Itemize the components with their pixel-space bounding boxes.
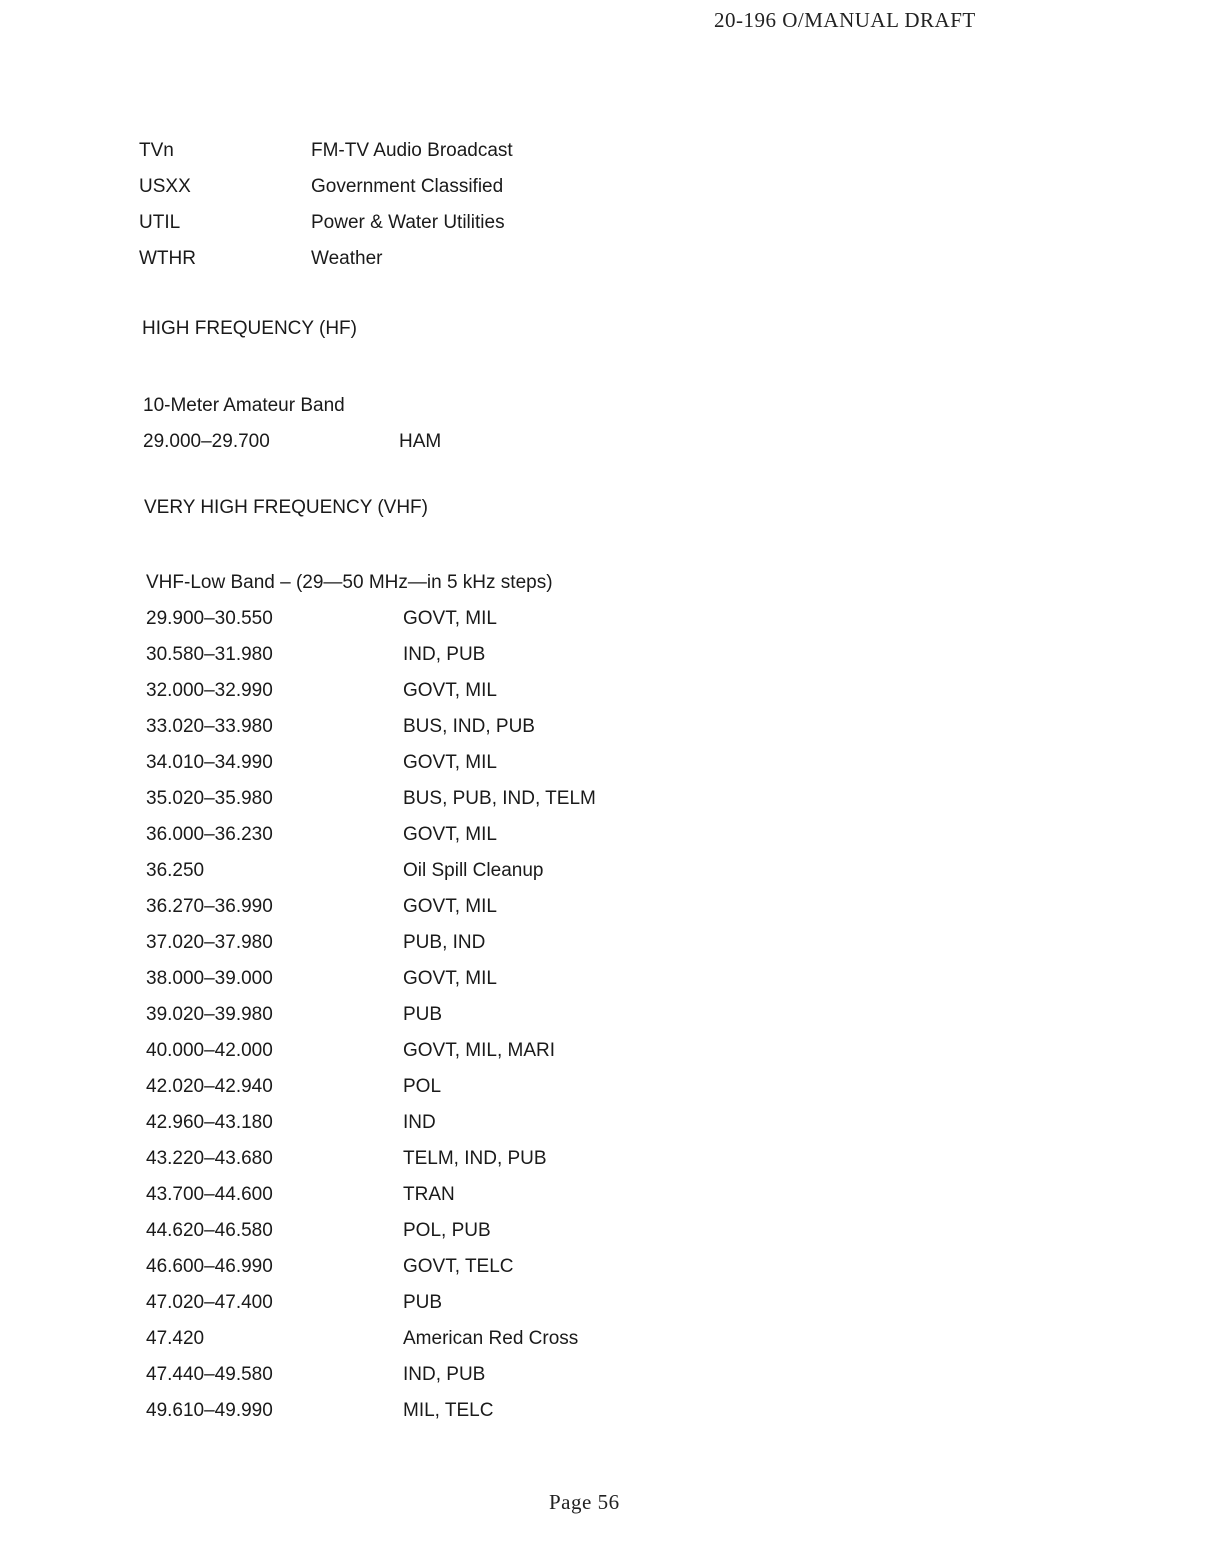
frequency-row (146, 673, 946, 709)
frequency-row (146, 601, 946, 637)
page-number: Page 56 (549, 1490, 620, 1514)
frequency-row (146, 1177, 946, 1213)
abbreviation-row (139, 169, 939, 205)
frequency-range: 36.270–36.990 (146, 896, 273, 917)
frequency-range: 36.000–36.230 (146, 824, 273, 845)
frequency-range: 32.000–32.990 (146, 680, 273, 701)
frequency-range: 34.010–34.990 (146, 752, 273, 773)
frequency-range: 46.600–46.990 (146, 1256, 273, 1277)
frequency-range: 29.900–30.550 (146, 608, 273, 629)
document-header: 20-196 O/MANUAL DRAFT (714, 8, 976, 32)
hf-section-heading: HIGH FREQUENCY (HF) (142, 318, 357, 339)
frequency-range: 30.580–31.980 (146, 644, 273, 665)
band-title (143, 388, 943, 424)
frequency-row (143, 424, 943, 460)
frequency-row (146, 1213, 946, 1249)
abbreviation-list (139, 133, 939, 277)
frequency-row (146, 1393, 946, 1429)
frequency-use: HAM (399, 431, 442, 452)
frequency-row (146, 1321, 946, 1357)
frequency-row (146, 1249, 946, 1285)
frequency-range: 43.700–44.600 (146, 1184, 273, 1205)
frequency-range: 47.440–49.580 (146, 1364, 273, 1385)
frequency-use: POL, PUB (403, 1220, 491, 1241)
abbreviation-row (139, 241, 939, 277)
frequency-range: 42.020–42.940 (146, 1076, 273, 1097)
frequency-range: 39.020–39.980 (146, 1004, 273, 1025)
frequency-use: American Red Cross (403, 1328, 579, 1349)
frequency-use: BUS, PUB, IND, TELM (403, 788, 596, 809)
frequency-use: GOVT, MIL (403, 608, 497, 629)
frequency-use: POL (403, 1076, 442, 1097)
frequency-use: GOVT, TELC (403, 1256, 514, 1277)
frequency-range: 43.220–43.680 (146, 1148, 273, 1169)
abbreviation-code: WTHR (139, 248, 196, 269)
band-title-text: VHF-Low Band – (29—50 MHz—in 5 kHz steps) (146, 572, 553, 593)
vhf-rows (146, 601, 946, 1429)
abbreviation-desc: Power & Water Utilities (311, 212, 505, 233)
frequency-range: 33.020–33.980 (146, 716, 273, 737)
hf-band-table (143, 388, 943, 460)
frequency-row (146, 961, 946, 997)
frequency-row (146, 853, 946, 889)
abbreviation-row (139, 133, 939, 169)
frequency-use: Oil Spill Cleanup (403, 860, 544, 881)
frequency-range: 47.420 (146, 1328, 205, 1349)
frequency-row (146, 781, 946, 817)
frequency-use: IND, PUB (403, 1364, 486, 1385)
frequency-use: GOVT, MIL, MARI (403, 1040, 556, 1061)
frequency-row (146, 817, 946, 853)
frequency-row (146, 1069, 946, 1105)
frequency-use: PUB, IND (403, 932, 486, 953)
band-title (146, 565, 946, 601)
abbreviation-desc: Government Classified (311, 176, 504, 197)
frequency-row (146, 709, 946, 745)
frequency-range: 47.020–47.400 (146, 1292, 273, 1313)
frequency-range: 44.620–46.580 (146, 1220, 273, 1241)
abbreviation-desc: FM-TV Audio Broadcast (311, 140, 513, 161)
frequency-row (146, 1141, 946, 1177)
frequency-row (146, 1357, 946, 1393)
vhf-section-heading: VERY HIGH FREQUENCY (VHF) (144, 497, 428, 518)
frequency-range: 36.250 (146, 860, 205, 881)
frequency-use: MIL, TELC (403, 1400, 494, 1421)
band-title-text: 10-Meter Amateur Band (143, 395, 345, 416)
frequency-range: 38.000–39.000 (146, 968, 273, 989)
frequency-row (146, 1105, 946, 1141)
frequency-use: BUS, IND, PUB (403, 716, 535, 737)
frequency-use: TRAN (403, 1184, 455, 1205)
frequency-range: 40.000–42.000 (146, 1040, 273, 1061)
frequency-use: PUB (403, 1004, 443, 1025)
frequency-use: PUB (403, 1292, 443, 1313)
frequency-row (146, 889, 946, 925)
frequency-row (146, 1285, 946, 1321)
abbreviation-row (139, 205, 939, 241)
frequency-use: IND (403, 1112, 436, 1133)
frequency-range: 37.020–37.980 (146, 932, 273, 953)
abbreviation-code: UTIL (139, 212, 181, 233)
frequency-range: 49.610–49.990 (146, 1400, 273, 1421)
frequency-use: TELM, IND, PUB (403, 1148, 547, 1169)
abbreviation-code: USXX (139, 176, 191, 197)
frequency-use: GOVT, MIL (403, 752, 497, 773)
frequency-row (146, 1033, 946, 1069)
abbreviation-desc: Weather (311, 248, 383, 269)
frequency-row (146, 637, 946, 673)
frequency-use: GOVT, MIL (403, 896, 497, 917)
frequency-use: GOVT, MIL (403, 968, 497, 989)
frequency-row (146, 745, 946, 781)
frequency-row (146, 925, 946, 961)
frequency-use: GOVT, MIL (403, 824, 497, 845)
frequency-range: 42.960–43.180 (146, 1112, 273, 1133)
frequency-range: 35.020–35.980 (146, 788, 273, 809)
frequency-row (146, 997, 946, 1033)
abbreviation-code: TVn (139, 140, 174, 161)
frequency-range: 29.000–29.700 (143, 431, 270, 452)
vhf-band-table (146, 565, 946, 1429)
frequency-use: IND, PUB (403, 644, 486, 665)
frequency-use: GOVT, MIL (403, 680, 497, 701)
